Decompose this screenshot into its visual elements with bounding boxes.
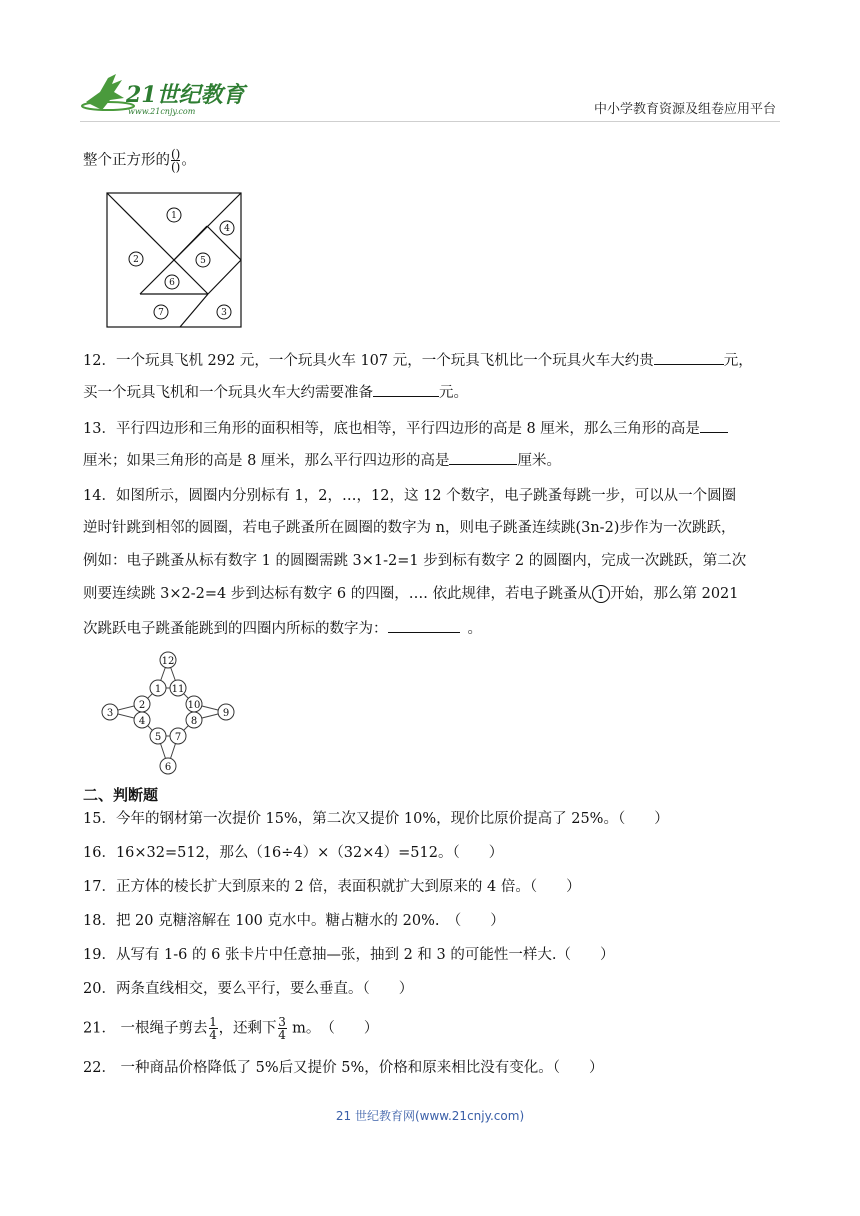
q12-line2	[83, 382, 468, 403]
q12-line1	[83, 350, 753, 371]
q21-f2-den: 4	[278, 1028, 286, 1042]
tangram-label-5: 5	[200, 256, 206, 266]
section-heading-judgment: 二、判断题	[83, 786, 159, 804]
q13-text-2a: 厘米；如果三角形的高是 8 厘米，那么平行四边形的高是	[83, 453, 450, 469]
ring-label-2: 2	[138, 700, 146, 711]
page-footer[interactable]: 21 世纪教育网(www.21cnjy.com)	[335, 1109, 525, 1123]
ring-label-10: 10	[187, 700, 201, 711]
ring-label-12: 12	[161, 656, 175, 667]
q13-blank-1[interactable]	[700, 418, 728, 433]
q21-f1-num: 1	[209, 1015, 217, 1029]
q13-line1	[83, 418, 728, 439]
logo-main-text: 21世纪教育	[126, 82, 245, 108]
ring-label-6: 6	[164, 762, 172, 773]
tangram-label-6: 6	[169, 278, 175, 288]
q21-f2-num: 3	[278, 1015, 286, 1029]
q11-fraction-den: ()	[171, 160, 181, 174]
q14-line2: 逆时针跳到相邻的圆圈，若电子跳蚤所在圆圈的数字为 n，则电子跳蚤连续跳(3n-2)步作为一次跳跃，	[83, 520, 736, 536]
judgment-20: 20．两条直线相交，要么平行，要么垂直。（ ）	[83, 981, 414, 997]
header-divider	[80, 121, 780, 122]
ring-label-11: 11	[171, 684, 185, 695]
ring-label-4: 4	[138, 716, 146, 727]
judgment-15: 15．今年的钢材第一次提价 15%，第二次又提价 10%，现价比原价提高了 25%。（ ）	[83, 811, 669, 827]
judgment-16: 16．16×32=512，那么（16÷4）×（32×4）=512。（ ）	[83, 845, 504, 861]
q12-text-2: 买一个玩具飞机和一个玩具火车大约需要准备	[83, 385, 373, 401]
q14-text-4b: 开始，那么第 2021	[609, 586, 739, 602]
q14-text-5a: 次跳跃电子跳蚤能跳到的四圈内所标的数字为：	[83, 621, 388, 637]
q21-f1-den: 4	[209, 1028, 217, 1042]
platform-name: 中小学教育资源及组卷应用平台	[593, 102, 776, 117]
q12-text-1-end: 元，	[723, 353, 753, 369]
runner-logo-icon	[78, 70, 258, 120]
q14-line3: 例如：电子跳蚤从标有数字 1 的圆圈需跳 3×1-2=1 步到标有数字 2 的圆圈内，完成一次跳跃，第二次	[83, 553, 747, 569]
q13-text-1: 13．平行四边形和三角形的面积相等，底也相等，平行四边形的高是 8 厘米，那么三角形的高是	[83, 421, 700, 437]
q14-line4	[83, 584, 739, 604]
q13-line2	[83, 450, 561, 471]
judgment-17: 17．正方体的棱长扩大到原来的 2 倍，表面积就扩大到原来的 4 倍。（ ）	[83, 879, 581, 895]
q14-line1: 14．如图所示，圆圈内分别标有 1，2，…，12，这 12 个数字，电子跳蚤每跳一步，可以从一个圆圈	[83, 488, 737, 504]
q21-text-b: ，还剩下	[218, 1020, 277, 1037]
judgment-22: 22． 一种商品价格降低了 5%后又提价 5%，价格和原来相比没有变化。（ ）	[83, 1060, 604, 1076]
ring-figure	[96, 648, 246, 780]
q21-text-a: 21． 一根绳子剪去	[83, 1020, 208, 1037]
q14-text-4a: 则要连续跳 3×2-2=4 步到达标有数字 6 的四圈，…. 依此规律，若电子跳蚤从	[83, 586, 592, 602]
tangram-label-7: 7	[158, 308, 164, 318]
ring-label-3: 3	[106, 708, 114, 719]
ring-label-5: 5	[154, 732, 162, 743]
q14-line5	[83, 618, 482, 639]
ring-label-7: 7	[174, 732, 182, 743]
tangram-label-3: 3	[221, 308, 227, 318]
q21-fraction-1	[209, 1016, 218, 1041]
q12-blank-2[interactable]	[373, 382, 439, 397]
ring-label-1: 1	[154, 684, 162, 695]
q12-text-2-end: 元。	[439, 385, 468, 401]
logo-url-text: www.21cnjy.com	[128, 107, 196, 116]
q14-text-5b: 。	[467, 621, 482, 637]
q11-prefix: 整个正方形的	[83, 152, 170, 169]
tangram-label-1: 1	[171, 211, 177, 221]
judgment-19: 19．从写有 1-6 的 6 张卡片中任意抽—张，抽到 2 和 3 的可能性一样大.（ ）	[83, 947, 615, 963]
q11-suffix: 。	[181, 152, 196, 169]
site-logo	[78, 70, 258, 120]
q13-text-2b: 厘米。	[517, 453, 561, 469]
q11-fraction	[171, 148, 180, 173]
circled-one: 1	[592, 585, 610, 603]
judgment-18: 18．把 20 克糖溶解在 100 克水中。糖占糖水的 20%. （ ）	[83, 913, 505, 929]
tangram-label-4: 4	[224, 224, 230, 234]
q21-fraction-2	[278, 1016, 287, 1041]
q12-blank-1[interactable]	[654, 350, 724, 365]
q11-fraction-num: ()	[171, 147, 181, 161]
q12-text-1: 12．一个玩具飞机 292 元，一个玩具火车 107 元，一个玩具飞机比一个玩具火车大约贵	[83, 353, 654, 369]
q11-tail	[83, 148, 196, 173]
judgment-21	[83, 1016, 378, 1041]
q14-blank[interactable]	[388, 618, 460, 633]
q21-text-c: m。 （ ）	[287, 1020, 379, 1037]
tangram-label-2: 2	[133, 255, 139, 265]
ring-label-9: 9	[222, 708, 230, 719]
tangram-figure	[106, 192, 242, 332]
q13-blank-2[interactable]	[449, 450, 517, 465]
ring-label-8: 8	[190, 716, 198, 727]
